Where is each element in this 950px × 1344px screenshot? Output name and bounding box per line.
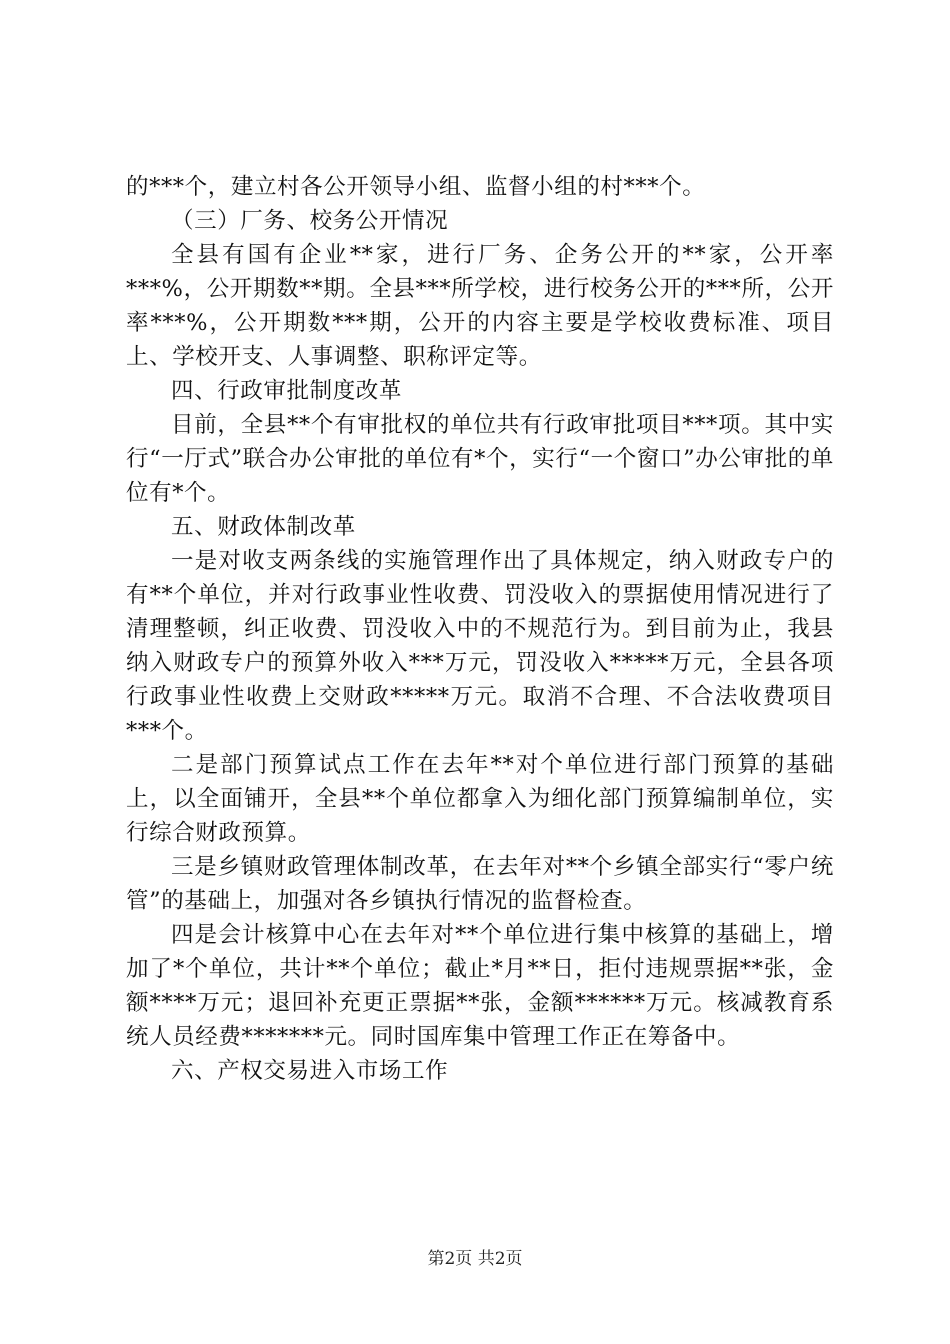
paragraph-fiscal-reform-1: 一是对收支两条线的实施管理作出了具体规定，纳入财政专户的有**个单位，并对行政事业性收费、罚没收入的票据使用情况进行了清理整顿，纠正收费、罚没收入中的不规范行为。到目前为止，我县纳入财政专户的预算外收入***万元，罚没收入*****万元，全县各项行政事业性收费上交财政*****万元。取消不合理、不合法收费项目***个。 — [126, 548, 834, 744]
paragraph-administrative-approval: 目前，全县**个有审批权的单位共有行政审批项目***项。其中实行“一厅式”联合办公审批的单位有*个，实行“一个窗口”办公审批的单位有*个。 — [126, 412, 834, 506]
page-number: 第2页 共2页 — [427, 1249, 523, 1269]
document-body — [126, 170, 834, 1088]
section-heading-factory-school-disclosure: （三）厂务、校务公开情况 — [171, 208, 449, 234]
section-heading-fiscal-reform: 五、财政体制改革 — [171, 514, 356, 540]
section-heading-administrative-approval: 四、行政审批制度改革 — [171, 378, 403, 404]
paragraph-continuation: 的***个，建立村各公开领导小组、监督小组的村***个。 — [126, 174, 706, 200]
paragraph-fiscal-reform-4: 四是会计核算中心在去年对**个单位进行集中核算的基础上，增加了*个单位，共计**个单位；截止*月**日，拒付违规票据**张，金额****万元；退回补充更正票据**张，金额******万元。核减教育系统人员经费*******元。同时国库集中管理工作正在筹备中。 — [126, 922, 834, 1050]
paragraph-fiscal-reform-2: 二是部门预算试点工作在去年**对个单位进行部门预算的基础上，以全面铺开，全县**个单位都拿入为细化部门预算编制单位，实行综合财政预算。 — [126, 752, 834, 846]
section-heading-property-rights-market: 六、产权交易进入市场工作 — [171, 1058, 449, 1084]
page-footer — [0, 1244, 950, 1269]
paragraph-factory-school-disclosure: 全县有国有企业**家，进行厂务、企务公开的**家，公开率***%，公开期数**期。全县***所学校，进行校务公开的***所，公开率***%，公开期数***期，公开的内容主要是学校收费标准、项目上、学校开支、人事调整、职称评定等。 — [126, 242, 834, 370]
paragraph-fiscal-reform-3: 三是乡镇财政管理体制改革，在去年对**个乡镇全部实行“零户统管”的基础上，加强对各乡镇执行情况的监督检查。 — [126, 854, 834, 914]
